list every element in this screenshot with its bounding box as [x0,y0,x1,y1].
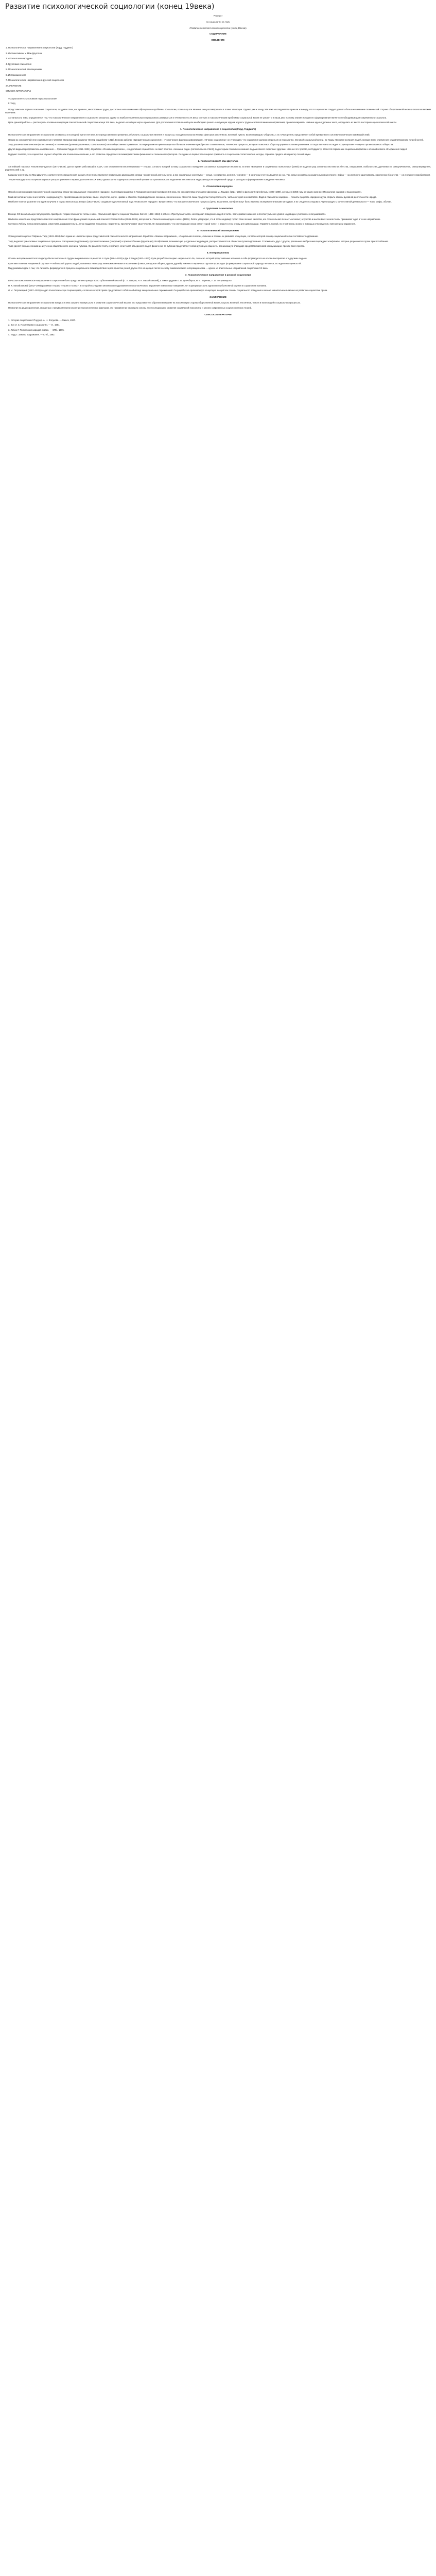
content-section [5,127,431,156]
toc-item[interactable]: 7. Психологическое направление в русской социологии [6,79,64,81]
paragraph: Французский социолог Габриель Тард (1843–1904) был одним из наиболее ярких представителей психологического направления. В работах «Законы подражания», «Социальная логика», «Мнение и толпа» он развивал концепцию, согласно которой основу социальной жизни составляет подражание. [8,235,319,238]
paragraph: В конце XIX века большую популярность приобрели теории психологии толпы и масс. Итальянский юрист и социолог Сципион Сигеле (1868–1913) в работе «Преступная толпа» исследовал поведение людей в толпе, подчеркивая снижение интеллектуального уровня индивида и усиление его внушаемости. [8,213,326,216]
bibliography-item: 1. История социологии / Под ред. А. Н. Елсукова. — Минск, 1997. [8,318,76,321]
toc-item[interactable]: 4. Групповая психология [6,62,32,65]
paragraph: Цель данной работы — рассмотреть основные концепции психологической социологии конца XIX века, выделить их общие черты и различия. Для достижения поставленной цели необходимо решить следующие задачи: изучить труды основоположников направления, проанализировать главные идеи отдельных школ, определить их место в истории социологической мысли. [8,121,397,124]
bibliography-heading: СПИСОК ЛИТЕРАТУРЫ [204,313,232,316]
conclusion-heading: ЗАКЛЮЧЕНИЕ [210,296,226,299]
section-heading: 2. Инстинктивизм У. Мак-Дауголла [198,160,238,163]
paragraph: Основы интеракционистского подхода были заложены в трудах американских социологов Ч. Кули (1864–1929) и Дж. Г. Мида (1863–1931). Кули разработал теорию «зеркального Я», согласно которой представление человека о себе формируется на основе восприятия его другими людьми. [8,257,307,260]
conclusion-section [5,295,431,310]
paragraph: В России психологическое направление в социологии было представлено прежде всего субъективной школой (П. Л. Лавров, Н. К. Михайловский), а также трудами Е. В. Де Роберти, Н. И. Кареева, Л. И. Петражицкого. [8,279,232,282]
table-of-contents [5,45,431,94]
bibliography-item: 3. Лебон Г. Психология народов и масс. — СПб., 1995. [8,328,64,331]
paragraph: Другой видный представитель направления — Франклин Гиддингс (1855–1931). В работах «Основы социологии», «Индуктивная социология» он ввел понятие «сознание рода» (consciousness of kind), под которым понимал осознание людьми своего сходства с другими. Именно это чувство, по Гиддингсу, является первичным социальным фактом и основой всякого объединения людей. [8,148,408,151]
toc-item[interactable]: ЗАКЛЮЧЕНИЕ [6,84,22,87]
toc-item[interactable]: 1. Психологическое направление в социологии (Уорд, Гиддингс) [6,46,74,49]
paragraph: Наиболее известным представителем этого направления стал французский социальный психолог Гюстав Лебон (1841–1931), автор книги «Психология народов и масс» (1895). Лебон утверждал, что в толпе индивид теряет свои личные качества, его сознательная личность исчезает, а чувства и мысли всех членов толпы принимают одно и то же направление. [8,217,381,221]
section-heading: 7. Психологическое направление в русской социологии [185,274,251,277]
subject-line: по социологии на тему [206,21,230,23]
paragraph: Актуальность темы определяется тем, что психологическое направление в социологии оказалось одним из наиболее влиятельных и продолжало развиваться в течение всего XX века. Интерес к психологическим проблемам социальной жизни не угасает и в наши дни, поэтому знание истории его формирования является необходимым для современного социолога. [8,116,387,119]
paragraph: Л. И. Петражицкий (1867–1931) создал психологическую теорию права, согласно которой право представляет собой особый вид эмоциональных переживаний. Он разработал оригинальную концепцию эмоций как основы социального поведения и оказал значительное влияние на развитие социологии права. [8,289,328,292]
content-section [5,229,431,248]
paragraph: Кули ввел понятие «первичной группы» — небольшой группы людей, связанных непосредственными личными отношениями (семья, соседская община, группа друзей). Именно в первичных группах происходит формирование социальной природы человека, его идеалов и ценностей. [8,262,302,265]
sections-container [5,127,431,292]
paragraph: Уорд различал генетические (естественные) и телические (целенаправленные, сознательные) силы общественного развития. По мере развития цивилизации все большее значение приобретают сознательные, телические процессы, которые позволяют обществу управлять своим развитием. Отсюда вытекала его идея «социократии» — научно организованного общества. [8,143,394,146]
bibliography-item: 4. Тард Г. Законы подражания. — СПб., 1892. [8,333,55,336]
page-title: Развитие психологической социологии (конец 19века) [5,3,215,11]
paragraph: Психологическое направление в социологии сложилось в последней трети XIX века. Его представители стремились объяснить социальные явления и процессы, исходя из психологических факторов: инстинктов, желаний, чувств, воли индивидов. Общество, с их точки зрения, представляет собой прежде всего систему психических взаимодействий. [8,133,370,137]
intro-section [5,108,431,124]
section-heading: 5. Психологический эволюционизм [197,229,239,232]
section-heading: 1. Психологическое направление в социологии (Уорд, Гиддингс) [180,128,256,131]
toc-heading: СОДЕРЖАНИЕ [209,32,227,35]
paragraph: Мид развивал идеи о том, что личность формируется в процессе социального взаимодействия через принятие ролей других. Его концепция легла в основу символического интеракционизма — одного из влиятельных направлений социологии XX века. [8,266,268,269]
toc-item[interactable]: СПИСОК ЛИТЕРАТУРЫ [6,90,31,92]
section-heading: 6. Интеракционизм [206,251,230,255]
paragraph: Одной из ранних форм психологической социологии стала так называемая «психология народов», получившая развитие в Германии во второй половине XIX века. Ее основателями считаются философ М. Лацарус (1824–1903) и филолог Г. Штейнталь (1823–1899), которые в 1859 году основали журнал «Психология народов и языкознание». [8,191,362,194]
content-section [5,184,431,204]
toc-item[interactable]: 5. Психологический эволюционизм [6,68,43,71]
content-section [5,251,431,270]
title-block [5,14,431,30]
section-heading: 4. Групповая психология [203,207,233,210]
paragraph: Теория Мак-Дауголла получила широкое распространение в первые десятилетия XX века, однако затем подверглась серьезной критике за произвольность выделения инстинктов и недооценку роли социальной среды и культуры в формировании поведения человека. [8,178,286,181]
paragraph: Английский психолог Уильям Мак-Дауголл (1871–1938), долгое время работавший в США, стал основателем инстинктивизма — теории, согласно которой основу социального поведения составляют врожденные инстинкты. В книге «Введение в социальную психологию» (1908) он выделил ряд основных инстинктов: бегства, отвращения, любопытства, драчливости, самоуничижения, самоутверждения, родительский и др. [5,165,431,172]
paragraph: Согласно Лебону, толпа импульсивна, изменчива, раздражительна, легко поддается внушению, некритична, преувеличивает свои чувства. Он предсказывал, что наступающая эпоха станет «эрой толп», и видел в этом угрозу для цивилизации. Управлять толпой, по его мнению, можно с помощью утверждения, повторения и заражения. [8,223,356,225]
toc-item[interactable]: 3. «Психология народов» [6,57,32,60]
paragraph: Психологическое направление в социологии конца XIX века сыграло важную роль в развитии социологической мысли. Его представители обратили внимание на психическую сторону общественной жизни, на роль желаний, инстинктов, чувств и воли людей в социальных процессах. [8,301,301,304]
paragraph: Тард выделял три основных социальных процесса: повторение (подражание), противоположение (конфликт) и приспособление (адаптация). Изобретения, возникающие у отдельных индивидов, распространяются в обществе путем подражания. Сталкиваясь друг с другом, различные изобретения порождают конфликты, которые разрешаются путем приспособления. [8,240,389,243]
epigraph-author: Г. Уорд [8,101,15,105]
toc-item[interactable]: 6. Интеракционизм [6,73,26,76]
content-section [5,207,431,226]
paragraph: Представители первого поколения социологов, создавая свои, как правило, многотомные труды, достаточно мало внимания обращали на проблемы психологии, поскольку все явления они рассматривали в плане эволюции. Однако уже к концу XIX века исследователи пришли к выводу, что в социологии следует уделять большое внимание психической стороне общественной жизни и психологическим явлениям. [5,108,431,114]
bibliography-section [5,313,431,336]
type-label: Реферат [213,14,223,17]
toc-item[interactable]: 2. Инстинктивизм У. Мак-Дауголла [6,52,42,55]
paragraph: Тард уделял большое внимание изучению общественного мнения и публики. Он различал толпу и публику: если толпа объединяет людей физически, то публика представляет собой духовную общность, возникающую благодаря средствам массовой коммуникации, прежде всего прессе. [8,244,305,247]
paragraph: Наиболее полное развитие эти идеи получили в трудах Вильгельма Вундта (1832–1920), создавшего десятитомный труд «Психология народов». Вундт считал, что высшие психические процессы (речь, мышление, воля) не могут быть изучены экспериментальными методами, и их следует исследовать через продукты коллективной деятельности — язык, мифы, обычаи. [8,200,392,204]
paragraph: Н. К. Михайловский (1842–1904) развивал теорию «героев и толпы», в которой исследовал механизмы подражания и психологического заражения в массовом поведении. Он подчеркивал роль идеалов и субъективной оценки в социальном познании. [8,284,267,287]
paragraph: Главной силой истории они считали «народный дух», проявляющийся в религии, языке, искусстве, науке, нравах и обычаях. Индивидуальное сознание, по их мнению, является лишь продуктом той целостности, частью которой оно является. Задача психологии народов — познать сущность народного духа, открыть законы духовной деятельности народа. [8,195,377,198]
content-section [5,273,431,292]
bibliography-item: 2. Кон И. С. Позитивизм в социологии. — Л., 1964. [8,324,60,327]
intro-toc-heading: ВВЕДЕНИЕ [211,39,225,41]
paragraph: Гиддингс полагал, что социология изучает общество как психическое явление, а его развитие определяется взаимодействием физических и психических факторов. Он одним из первых стал широко применять в социологии статистические методы, стремясь придать ей характер точной науки. [8,152,311,156]
topic-line: «Развитие психологической социологии (конец 19века)» [189,27,247,29]
content-section [5,159,431,181]
epigraph: «Социология есть основная наука психологии» [8,97,57,100]
section-heading: 3. «Психология народов» [203,185,233,188]
paragraph: Несмотря на ряд недостатков, связанных с преувеличением значения психологических факторов, это направление заложило основы для последующего развития социальной психологии и многих современных социологических теорий. [8,306,252,309]
paragraph: Каждому инстинкту, по Мак-Дауголлу, соответствует определенная эмоция. Инстинкты являются первичными движущими силами человеческой деятельности, а все социальные институты — семья, государство, религия, торговля — в конечном счете выводятся из них. Так, семья основана на родительском инстинкте, война — на инстинкте драчливости, накопление богатства — на инстинкте приобретения. [8,173,431,176]
paragraph: Одним из основателей этого направления считается американский социолог Лестер Уорд (1841–1913). В своих работах «Динамическая социология», «Психические факторы цивилизации», «Очерки социологии» он утверждал, что социология должна опираться на психологию. Основой социальной жизни, по Уорду, являются желания людей, прежде всего стремление к удовлетворению потребностей. [8,138,424,141]
document-page [0,0,436,336]
